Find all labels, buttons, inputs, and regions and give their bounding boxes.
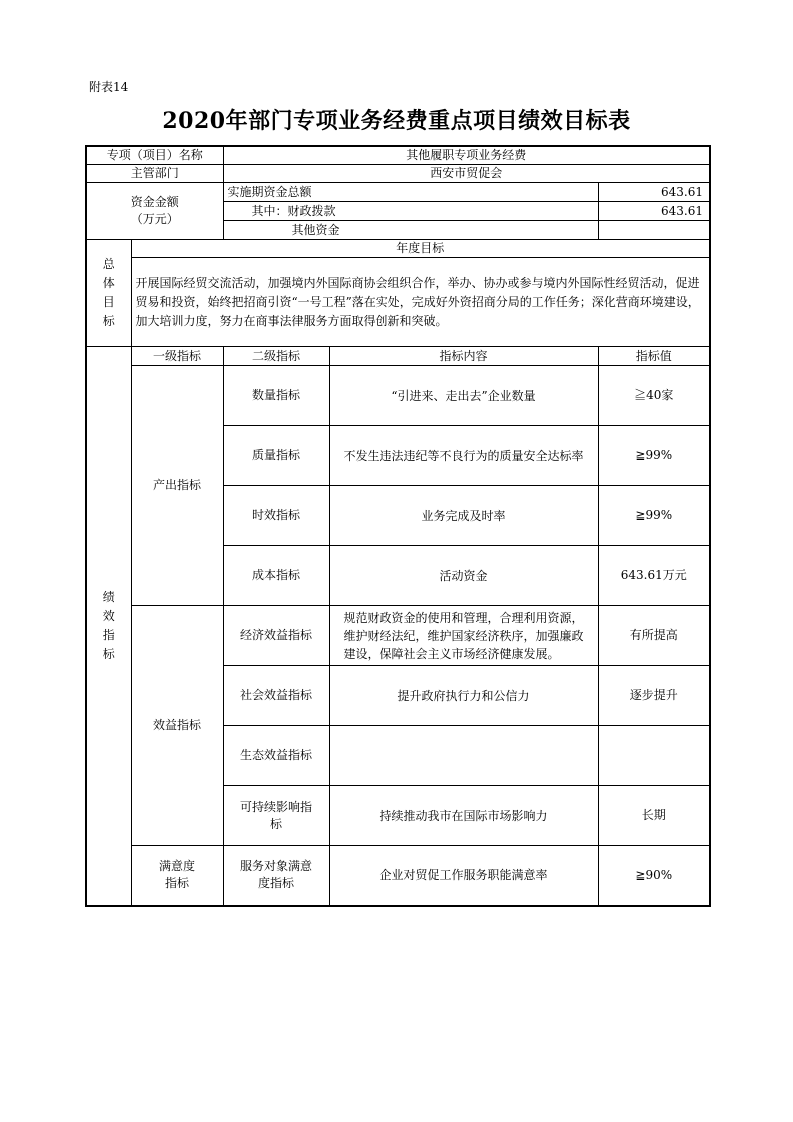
funds-other-value: [598, 221, 710, 240]
project-value: 其他履职专项业务经费: [223, 146, 710, 165]
department-row: [86, 165, 710, 183]
annex-label: 附表14: [89, 80, 129, 94]
value-cell: [598, 726, 710, 786]
level2-cell: 时效指标: [223, 486, 329, 546]
value-cell: 逐步提升: [598, 666, 710, 726]
content-cell: 持续推动我市在国际市场影响力: [329, 786, 598, 846]
department-label: 主管部门: [86, 165, 223, 183]
content-cell: 业务完成及时率: [329, 486, 598, 546]
annual-goal-text: 开展国际经贸交流活动，加强境内外国际商协会组织合作，举办、协办或参与境内外国际性经贸活动，促进贸易和投资，始终把招商引资“一号工程”落在实处，完成好外资招商分局的工作任务；深化营商环境建设，加大培训力度，努力在商事法律服务方面取得创新和突破。: [131, 258, 710, 347]
content-cell: 企业对贸促工作服务职能满意率: [329, 846, 598, 906]
funds-other-label: 其他资金: [223, 221, 598, 240]
performance-target-table: [85, 145, 711, 907]
group-satisfaction: 满意度指标: [131, 846, 223, 906]
funds-total-value: 643.61: [598, 183, 710, 202]
level2-cell: 社会效益指标: [223, 666, 329, 726]
page-title: 2020年部门专项业务经费重点项目绩效目标表: [162, 108, 631, 134]
overall-label-char: 总: [102, 257, 115, 271]
project-row: [86, 146, 710, 165]
overall-label-char: 体: [102, 276, 115, 290]
value-cell: ≧99%: [598, 486, 710, 546]
value-cell: 643.61万元: [598, 546, 710, 606]
performance-label-char: 效: [102, 608, 115, 623]
group-output: 产出指标: [131, 366, 223, 606]
funds-unit: （万元）: [130, 212, 179, 226]
table-row: [86, 606, 710, 666]
annual-goal-header: 年度目标: [131, 240, 710, 258]
group-benefit: 效益指标: [131, 606, 223, 846]
level2-cell: 可持续影响指标: [223, 786, 329, 846]
performance-label-char: 标: [102, 646, 115, 661]
level2-cell: 生态效益指标: [223, 726, 329, 786]
header-value: 指标值: [598, 347, 710, 366]
content-cell: [329, 726, 598, 786]
performance-label: [86, 347, 131, 906]
content-cell: “引进来、走出去”企业数量: [329, 366, 598, 426]
overall-header-row: [86, 240, 710, 258]
header-level1: 一级指标: [131, 347, 223, 366]
funds-total-label: 实施期资金总额: [223, 183, 598, 202]
value-cell: ≧40家: [598, 366, 710, 426]
funds-fiscal-label: 其中：财政拨款: [223, 202, 598, 221]
funds-fiscal-value: 643.61: [598, 202, 710, 221]
content-cell: 规范财政资金的使用和管理，合理利用资源，维护财经法纪，维护国家经济秩序，加强廉政建设，保障社会主义市场经济健康发展。: [329, 606, 598, 666]
level2-cell: 成本指标: [223, 546, 329, 606]
project-label: 专项（项目）名称: [86, 146, 223, 165]
funds-label-cell: [86, 183, 223, 240]
value-cell: 有所提高: [598, 606, 710, 666]
overall-label-char: 目: [102, 295, 115, 309]
header-content: 指标内容: [329, 347, 598, 366]
content-cell: 提升政府执行力和公信力: [329, 666, 598, 726]
header-level2: 二级指标: [223, 347, 329, 366]
overall-text-row: [86, 258, 710, 347]
content-cell: 活动资金: [329, 546, 598, 606]
value-cell: 长期: [598, 786, 710, 846]
performance-header-row: [86, 347, 710, 366]
level2-cell: 数量指标: [223, 366, 329, 426]
performance-label-char: 指: [102, 627, 115, 642]
table-row: [86, 366, 710, 426]
level2-cell: 服务对象满意度指标: [223, 846, 329, 906]
overall-label: [86, 240, 131, 347]
value-cell: ≧90%: [598, 846, 710, 906]
value-cell: ≧99%: [598, 426, 710, 486]
content-cell: 不发生违法违纪等不良行为的质量安全达标率: [329, 426, 598, 486]
funds-label: 资金金额: [130, 195, 179, 209]
level2-cell: 经济效益指标: [223, 606, 329, 666]
overall-label-char: 标: [102, 314, 115, 328]
level2-cell: 质量指标: [223, 426, 329, 486]
performance-label-char: 绩: [102, 589, 115, 604]
department-value: 西安市贸促会: [223, 165, 710, 183]
table-row: [86, 846, 710, 906]
funds-row: [86, 183, 710, 202]
